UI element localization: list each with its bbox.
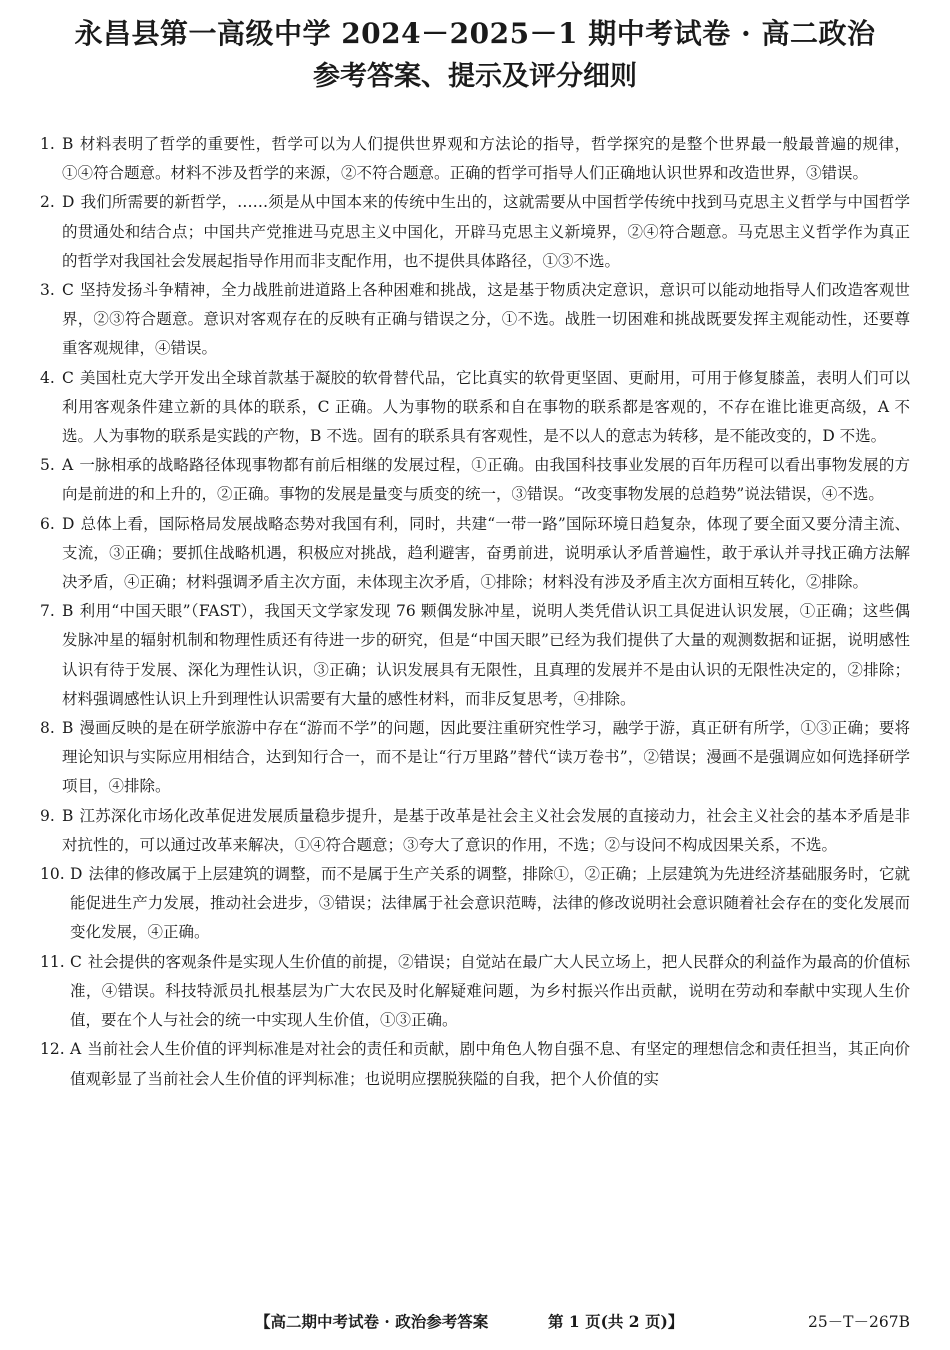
answer-explanation: 美国杜克大学开发出全球首款基于凝胶的软骨替代品，它比真实的软骨更坚固、更耐用，可用于修复膝盖，表明人们可以利用客观条件建立新的具体的联系，C 正确。人为事物的联系和自在事物的联系都是客观的，不存在谁比谁更高级，A 不选。人为事物的联系是实践的产物，B 不选。固有的联系具有客观性，是不以人的意志为转移，是不能改变的，D 不选。	[62, 368, 910, 446]
page-subtitle: 参考答案、提示及评分细则	[313, 61, 637, 92]
page-title: 永昌县第一高级中学 2024－2025－1 期中考试卷 · 高二政治	[74, 17, 876, 50]
answer-item-10	[40, 860, 910, 948]
answer-letter: A	[62, 456, 74, 475]
answer-letter: C	[62, 281, 74, 300]
answer-item-2	[40, 188, 910, 276]
answer-letter: C	[70, 952, 82, 971]
answer-explanation: 法律的修改属于上层建筑的调整，而不是属于生产关系的调整，排除①，②正确；上层建筑为先进经济基础服务时，它就能促进生产力发展，推动社会进步，③错误；法律属于社会意识范畴，法律的修改说明社会意识随着社会存在的变化发展而变化发展，④正确。	[70, 865, 910, 942]
answer-number: 7.	[40, 602, 55, 621]
answer-item-6	[40, 510, 910, 598]
answer-item-11	[40, 948, 910, 1036]
answer-letter: D	[70, 865, 83, 884]
answer-letter: B	[62, 135, 74, 153]
answer-letter: B	[62, 806, 74, 825]
answer-item-5	[40, 451, 910, 509]
page-header	[0, 14, 950, 96]
answer-number: 2.	[40, 193, 55, 212]
answer-letter: B	[62, 719, 74, 738]
answer-explanation: 当前社会人生价值的评判标准是对社会的责任和贡献，剧中角色人物自强不息、有坚定的理想信念和责任担当，其正向价值观彰显了当前社会人生价值的评判标准；也说明应摆脱狭隘的自我，把个人价值的实	[70, 1040, 910, 1088]
answer-explanation: 坚持发扬斗争精神，全力战胜前进道路上各种困难和挑战，这是基于物质决定意识，意识可以能动地指导人们改造客观世界，②③符合题意。意识对客观存在的反映有正确与错误之分，①不选。战胜一切困难和挑战既要发挥主观能动性，还要尊重客观规律，④错误。	[62, 281, 910, 358]
answer-letter: C	[62, 368, 74, 387]
answer-explanation: 我们所需要的新哲学，……须是从中国本来的传统中生出的，这就需要从中国哲学传统中找到马克思主义哲学与中国哲学的贯通处和结合点；中国共产党推进马克思主义中国化，开辟马克思主义新境界，②④符合题意。马克思主义哲学作为真正的哲学对我国社会发展起指导作用而非支配作用，也不提供具体路径，①③不选。	[62, 193, 910, 270]
answer-item-7	[40, 597, 910, 714]
answer-number: 6.	[40, 514, 55, 533]
answer-item-4	[40, 364, 910, 452]
footer-document-code: 25－T－267B	[807, 1313, 910, 1331]
answer-number: 12.	[40, 1040, 65, 1059]
answer-number: 4.	[40, 368, 55, 387]
answer-number: 10.	[40, 865, 65, 884]
answer-letter: D	[62, 514, 75, 533]
answer-list	[40, 130, 910, 1094]
answer-number: 11.	[40, 952, 65, 971]
answer-explanation: 总体上看，国际格局发展战略态势对我国有利，同时，共建“一带一路”国际环境日趋复杂，体现了要全面又要分清主流、支流，③正确；要抓住战略机遇，积极应对挑战，趋利避害，奋勇前进，说明承认矛盾普遍性，敢于承认并寻找正确方法解决矛盾，④正确；材料强调矛盾主次方面，未体现主次矛盾，①排除；材料没有涉及矛盾主次方面相互转化，②排除。	[62, 514, 910, 592]
footer-page-number: 第 1 页(共 2 页)】	[548, 1312, 684, 1331]
answer-letter: D	[62, 193, 75, 212]
answer-item-1	[40, 130, 910, 188]
footer-exam-label: 【高二期中考试卷 · 政治参考答案	[255, 1312, 489, 1331]
answer-explanation: 材料表明了哲学的重要性，哲学可以为人们提供世界观和方法论的指导，哲学探究的是整个世界最一般最普遍的规律，①④符合题意。材料不涉及哲学的来源，②不符合题意。正确的哲学可指导人们正确地认识世界和改造世界，③错误。	[62, 135, 910, 183]
answer-item-9	[40, 802, 910, 860]
answer-number: 9.	[40, 806, 55, 825]
answer-explanation: 社会提供的客观条件是实现人生价值的前提，②错误；自觉站在最广大人民立场上，把人民群众的利益作为最高的价值标准，④错误。科技特派员扎根基层为广大农民及时化解疑难问题，为乡村振兴作出贡献，说明在劳动和奉献中实现人生价值，要在个人与社会的统一中实现人生价值，①③正确。	[70, 952, 910, 1030]
answer-item-8	[40, 714, 910, 802]
answer-number: 3.	[40, 281, 55, 300]
answer-explanation: 江苏深化市场化改革促进发展质量稳步提升，是基于改革是社会主义社会发展的直接动力，社会主义社会的基本矛盾是非对抗性的，可以通过改革来解决，①④符合题意；③夸大了意识的作用，不选；②与设问不构成因果关系，不选。	[62, 806, 910, 854]
page-footer	[0, 1306, 950, 1334]
answer-number: 8.	[40, 719, 55, 738]
answer-letter: A	[70, 1040, 82, 1059]
answer-explanation: 一脉相承的战略路径体现事物都有前后相继的发展过程，①正确。由我国科技事业发展的百年历程可以看出事物发展的方向是前进的和上升的，②正确。事物的发展是量变与质变的统一，③错误。“改变事物发展的总趋势”说法错误，④不选。	[62, 456, 910, 504]
answer-explanation: 漫画反映的是在研学旅游中存在“游而不学”的问题，因此要注重研究性学习，融学于游，真正研有所学，①③正确；要将理论知识与实际应用相结合，达到知行合一，而不是让“行万里路”替代“读万卷书”，②错误；漫画不是强调应如何选择研学项目，④排除。	[62, 719, 910, 796]
answer-number: 1.	[40, 135, 55, 153]
answer-number: 5.	[40, 456, 55, 475]
answer-item-12	[40, 1035, 910, 1093]
answer-item-3	[40, 276, 910, 364]
answer-explanation: 利用“中国天眼”（FAST），我国天文学家发现 76 颗偶发脉冲星，说明人类凭借认识工具促进认识发展，①正确；这些偶发脉冲星的辐射机制和物理性质还有待进一步的研究，但是“中国天眼”已经为我们提供了大量的观测数据和证据，说明感性认识有待于发展、深化为理性认识，③正确；认识发展具有无限性，且真理的发展并不是由认识的无限性决定的，②排除；材料强调感性认识上升到理性认识需要有大量的感性材料，而非反复思考，④排除。	[62, 602, 910, 708]
answer-letter: B	[62, 602, 74, 621]
